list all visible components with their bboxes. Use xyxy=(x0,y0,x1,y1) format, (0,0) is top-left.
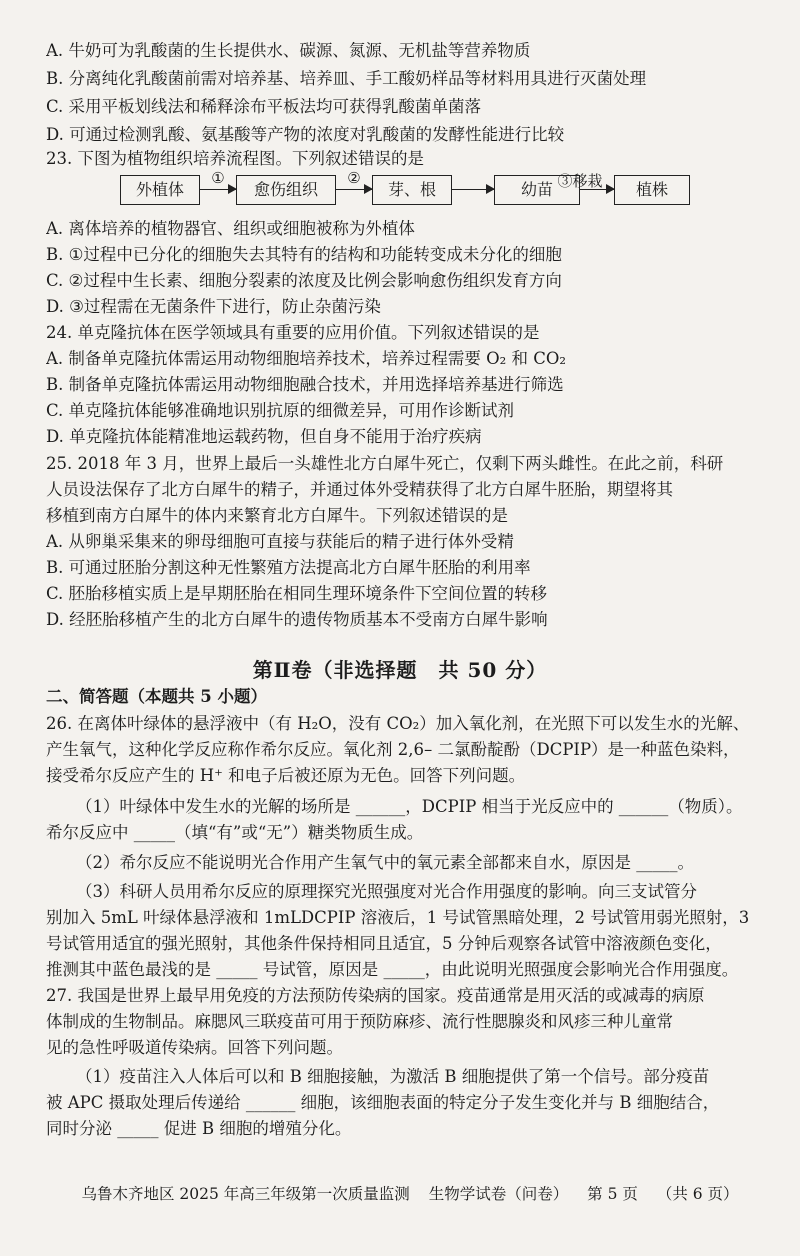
flow-box-shoot-root: 芽、根 xyxy=(372,175,452,205)
q22-option-b: B. 分离纯化乳酸菌前需对培养基、培养皿、手工酸奶样品等材料用具进行灭菌处理 xyxy=(46,69,647,88)
footer-total-pages: （共 6 页） xyxy=(656,1185,739,1203)
flow-label-1: ① xyxy=(211,169,225,187)
q26-line: 推测其中蓝色最浅的是 _____ 号试管，原因是 _____，由此说明光照强度会影响光合作用强度。 xyxy=(46,960,739,979)
q25-stem-line: 人员设法保存了北方白犀牛的精子，并通过体外受精获得了北方白犀牛胚胎，期望将其 xyxy=(46,480,673,499)
q23-option-a: A. 离体培养的植物器官、组织或细胞被称为外植体 xyxy=(46,219,415,238)
q27-line: 体制成的生物制品。麻腮风三联疫苗可用于预防麻疹、流行性腮腺炎和风疹三种儿童常 xyxy=(46,1012,673,1031)
q26-part-1: （1）叶绿体中发生水的光解的场所是 ______，DCPIP 相当于光反应中的 ______（物质）。 xyxy=(76,797,743,816)
q26-line: 接受希尔反应产生的 H⁺ 和电子后被还原为无色。回答下列问题。 xyxy=(46,766,526,785)
q26-line: 别加入 5mL 叶绿体悬浮液和 1mLDCPIP 溶液后，1 号试管黑暗处理，2 号试管用弱光照射，3 xyxy=(46,908,750,927)
q22-option-c: C. 采用平板划线法和稀释涂布平板法均可获得乳酸菌单菌落 xyxy=(46,97,482,116)
section-subtitle: 二、简答题（本题共 5 小题） xyxy=(46,687,267,706)
q24-option-d: D. 单克隆抗体能精准地运载药物，但自身不能用于治疗疾病 xyxy=(46,427,482,446)
q25-stem-line: 移植到南方白犀牛的体内来繁育北方白犀牛。下列叙述错误的是 xyxy=(46,506,508,525)
q23-option-d: D. ③过程需在无菌条件下进行，防止杂菌污染 xyxy=(46,297,381,316)
q22-option-d: D. 可通过检测乳酸、氨基酸等产物的浓度对乳酸菌的发酵性能进行比较 xyxy=(46,125,565,144)
flow-box-callus: 愈伤组织 xyxy=(236,175,336,205)
footer-exam-name: 乌鲁木齐地区 2025 年高三年级第一次质量监测 xyxy=(81,1185,410,1203)
flow-arrow-3 xyxy=(452,189,494,190)
q27-line: 见的急性呼吸道传染病。回答下列问题。 xyxy=(46,1038,343,1057)
q25-option-d: D. 经胚胎移植产生的北方白犀牛的遗传物质基本不受南方白犀牛影响 xyxy=(46,610,548,629)
q25-option-a: A. 从卵巢采集来的卵母细胞可直接与获能后的精子进行体外受精 xyxy=(46,532,514,551)
q27-line: 27. 我国是世界上最早用免疫的方法预防传染病的国家。疫苗通常是用灭活的或减毒的病原 xyxy=(46,986,705,1005)
q24-option-a: A. 制备单克隆抗体需运用动物细胞培养技术，培养过程需要 O₂ 和 CO₂ xyxy=(46,349,567,368)
q24-option-b: B. 制备单克隆抗体需运用动物细胞融合技术，并用选择培养基进行筛选 xyxy=(46,375,564,394)
q24-option-c: C. 单克隆抗体能够准确地识别抗原的细微差异，可用作诊断试剂 xyxy=(46,401,515,420)
q26-part-2: （2）希尔反应不能说明光合作用产生氧气中的氧元素全部都来自水，原因是 _____。 xyxy=(76,853,694,872)
q27-part-1: （1）疫苗注入人体后可以和 B 细胞接触，为激活 B 细胞提供了第一个信号。部分疫苗 xyxy=(76,1067,710,1086)
q24-stem: 24. 单克隆抗体在医学领域具有重要的应用价值。下列叙述错误的是 xyxy=(46,323,540,342)
q23-stem: 23. 下图为植物组织培养流程图。下列叙述错误的是 xyxy=(46,149,424,168)
flow-box-plant: 植株 xyxy=(614,175,690,205)
q26-line: 26. 在离体叶绿体的悬浮液中（有 H₂O，没有 CO₂）加入氧化剂，在光照下可以发生水的光解、 xyxy=(46,714,750,733)
q26-line: 号试管用适宜的强光照射，其他条件保持相同且适宜，5 分钟后观察各试管中溶液颜色变化， xyxy=(46,934,722,953)
q22-option-a: A. 牛奶可为乳酸菌的生长提供水、碳源、氮源、无机盐等营养物质 xyxy=(46,41,531,60)
q26-part-3: （3）科研人员用希尔反应的原理探究光照强度对光合作用强度的影响。向三支试管分 xyxy=(76,882,697,901)
page-footer xyxy=(46,1182,774,1204)
flow-box-explant: 外植体 xyxy=(120,175,200,205)
flow-label-2: ② xyxy=(347,169,361,187)
q27-line: 被 APC 摄取处理后传递给 ______ 细胞，该细胞表面的特定分子发生变化并与 B 细胞结合， xyxy=(46,1093,720,1112)
flow-box-seedling: 幼苗 xyxy=(494,175,580,205)
q23-option-c: C. ②过程中生长素、细胞分裂素的浓度及比例会影响愈伤组织发育方向 xyxy=(46,271,562,290)
footer-page-number: 第 5 页 xyxy=(587,1185,638,1203)
q25-option-b: B. 可通过胚胎分割这种无性繁殖方法提高北方白犀牛胚胎的利用率 xyxy=(46,558,531,577)
q27-line: 同时分泌 _____ 促进 B 细胞的增殖分化。 xyxy=(46,1119,352,1138)
flow-arrow-2 xyxy=(336,189,372,190)
q25-option-c: C. 胚胎移植实质上是早期胚胎在相同生理环境条件下空间位置的转移 xyxy=(46,584,548,603)
flow-arrow-1 xyxy=(200,189,236,190)
q26-line: 希尔反应中 _____（填“有”或“无”）糖类物质生成。 xyxy=(46,823,424,842)
footer-subject: 生物学试卷（问卷） xyxy=(428,1185,569,1203)
q25-stem-line: 25. 2018 年 3 月，世界上最后一头雄性北方白犀牛死亡，仅剩下两头雌性。在此之前，科研 xyxy=(46,454,724,473)
section-title: 第Ⅱ卷（非选择题 共 50 分） xyxy=(252,658,548,682)
flow-label-transplant: ③移栽 xyxy=(557,172,603,190)
q23-option-b: B. ①过程中已分化的细胞失去其特有的结构和功能转变成未分化的细胞 xyxy=(46,245,562,264)
q26-line: 产生氧气，这种化学反应称作希尔反应。氧化剂 2,6– 二氯酚靛酚（DCPIP）是一种蓝色染料， xyxy=(46,740,740,759)
